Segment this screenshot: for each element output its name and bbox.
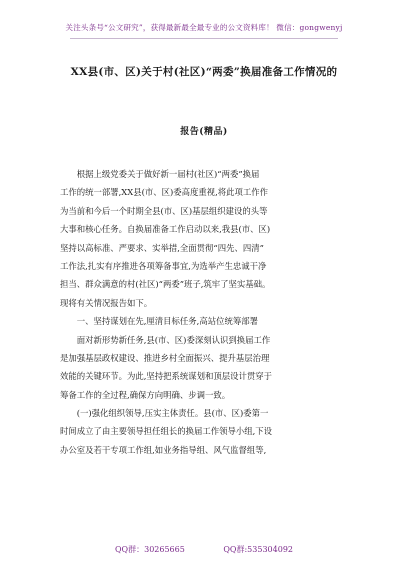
promo-header: 关注头条号“公文研究”，获得最新最全最专业的公文资料库！ 微信：gongwenyj xyxy=(65,23,343,32)
body-line: 办公室及若干专项工作组,如业务指导组、风气监督组等, xyxy=(60,444,267,455)
body-line: 为当前和今后一个时期全县(市、区)基层组织建设的头等 xyxy=(60,205,268,216)
document-body xyxy=(60,165,350,459)
qq-group-1: QQ群：30265665 xyxy=(114,545,185,554)
document-title: XX县(市、区)关于村(社区)“两委”换届准备工作情况的 xyxy=(70,66,338,78)
promo-footer xyxy=(0,544,408,555)
header-divider xyxy=(70,38,338,39)
body-line: 时间成立了由主要领导担任组长的换届工作领导小组,下设 xyxy=(60,426,273,437)
body-line: 效能的关键环节。为此,坚持把系统谋划和顶层设计贯穿于 xyxy=(60,371,273,382)
qq-group-2: QQ群:535304092 xyxy=(223,545,293,554)
body-line: 担当、群众满意的村(社区)“两委”班子,筑牢了坚实基础。 xyxy=(60,279,271,290)
body-line: 大事和核心任务。自换届准备工作启动以来,我县(市、区) xyxy=(60,224,271,235)
body-line: 面对新形势新任务,县(市、区)委深刻认识到换届工作 xyxy=(60,334,271,345)
body-line: 筹备工作的全过程,确保方向明确、步调一致。 xyxy=(60,389,231,400)
body-line: 是加强基层政权建设、推进乡村全面振兴、提升基层治理 xyxy=(60,352,270,363)
body-line: 根据上级党委关于做好新一届村(社区)“两委”换届 xyxy=(60,169,260,179)
body-line: 工作的统一部署,XX县(市、区)委高度重视,将此项工作作 xyxy=(60,187,269,198)
document-subtitle: 报告(精品) xyxy=(180,127,228,137)
body-line: 现将有关情况报告如下。 xyxy=(60,297,153,308)
section-heading: 一、坚持谋划在先,厘清目标任务,高站位统筹部署 xyxy=(60,316,258,327)
body-line: 坚持以高标准、严要求、实举措,全面贯彻“四先、四清” xyxy=(60,242,264,253)
subsection-heading: (一)强化组织领导,压实主体责任。县(市、区)委第一 xyxy=(60,408,269,419)
body-line: 工作法,扎实有序推进各项筹备事宜,为选举产生忠诚干净 xyxy=(60,260,267,271)
